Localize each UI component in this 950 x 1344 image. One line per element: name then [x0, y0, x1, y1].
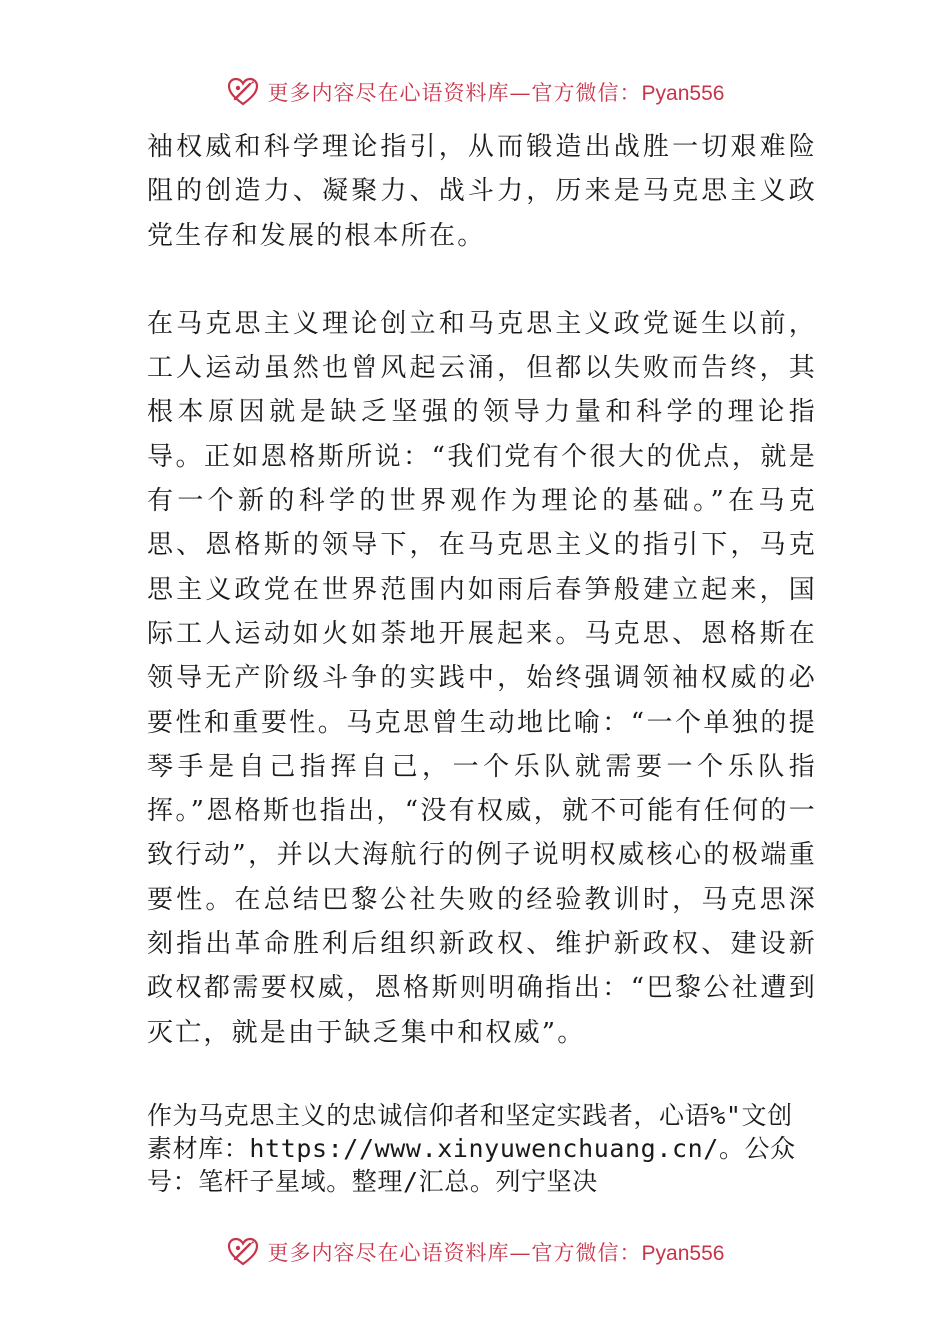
- banner-text: [268, 1237, 725, 1267]
- banner-wechat-id: Pyan556: [641, 82, 725, 105]
- heart-pen-logo-icon: [226, 75, 260, 109]
- banner-text: [268, 77, 725, 107]
- document-body: [147, 125, 817, 1198]
- paragraph-3: 作为马克思主义的忠诚信仰者和坚定实践者，心语%"文创素材库：https://www.xinyuwenchuang.cn/。公众号：笔杆子星域。整理/汇总。列宁坚决: [147, 1100, 796, 1196]
- footer-banner: [0, 1230, 950, 1274]
- banner-text-cn: 更多内容尽在心语资料库—官方微信：: [267, 81, 642, 105]
- paragraph-1: 袖权威和科学理论指引，从而锻造出战胜一切艰难险阻的创造力、凝聚力、战斗力，历来是马克思主义政党生存和发展的根本所在。: [147, 132, 817, 251]
- heart-pen-logo-icon: [226, 1235, 260, 1269]
- header-banner: [0, 70, 950, 114]
- banner-wechat-id: Pyan556: [641, 1242, 725, 1265]
- paragraph-2: 在马克思主义理论创立和马克思主义政党诞生以前，工人运动虽然也曾风起云涌，但都以失败而告终，其根本原因就是缺乏坚强的领导力量和科学的理论指导。正如恩格斯所说：“我们党有个很大的优点，就是有一个新的科学的世界观作为理论的基础。”在马克思、恩格斯的领导下，在马克思主义的指引下，马克思主义政党在世界范围内如雨后春笋般建立起来，国际工人运动如火如荼地开展起来。马克思、恩格斯在领导无产阶级斗争的实践中，始终强调领袖权威的必要性和重要性。马克思曾生动地比喻：“一个单独的提琴手是自己指挥自己，一个乐队就需要一个乐队指挥。”恩格斯也指出，“没有权威，就不可能有任何的一致行动”，并以大海航行的例子说明权威核心的极端重要性。在总结巴黎公社失败的经验教训时，马克思深刻指出革命胜利后组织新政权、维护新政权、建设新政权都需要权威，恩格斯则明确指出：“巴黎公社遭到灭亡，就是由于缺乏集中和权威”。: [147, 308, 817, 1048]
- banner-text-cn: 更多内容尽在心语资料库—官方微信：: [267, 1241, 642, 1265]
